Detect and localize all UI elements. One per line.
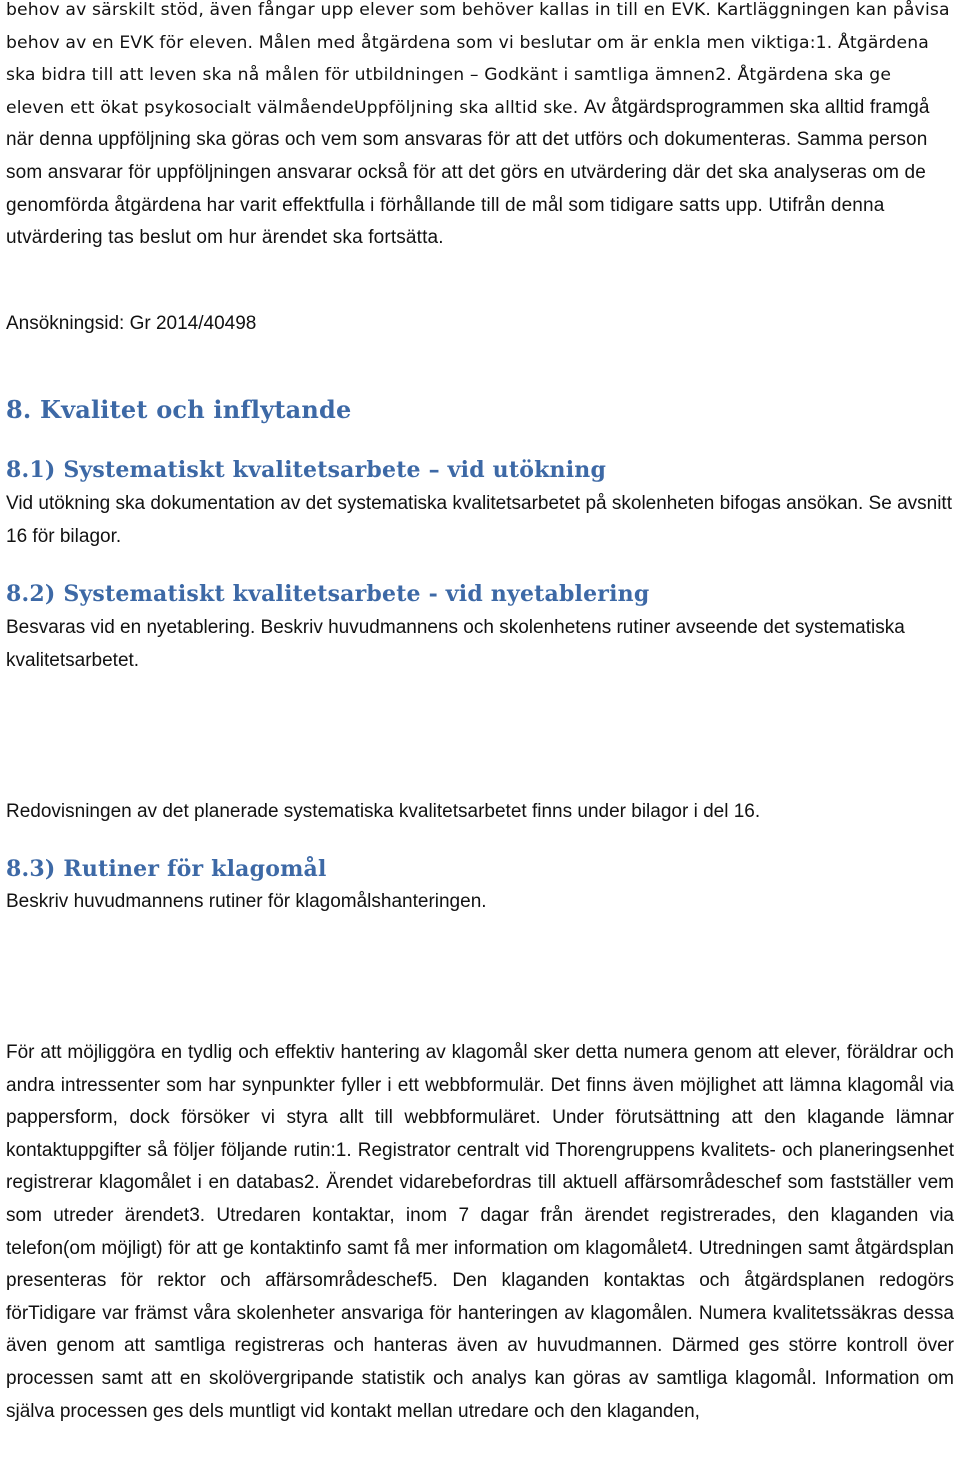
intro-text-1: behov av särskilt stöd, även fångar upp elever som behöver kallas in till en EVK. Kartläggningen kan påvisa behov av en EVK för eleven. Målen med åtgärdena som vi beslutar om är enkla men viktiga:1. Åtgärdena ska bidra till att leven ska nå målen för utbildningen – Godkänt i samtliga ämnen2. Åtgärdena ska ge eleven ett ökat psykosocialt välmåendeUppföljning ska alltid ske. bbox=[6, 0, 950, 118]
section-8-heading: 8. Kvalitet och inflytande bbox=[6, 395, 352, 424]
intro-text-3: Samma person som ansvarar för uppföljningen ansvarar också för att det görs en utvärdering där det ska analyseras om de genomförda åtgärdena har varit effektfulla i förhållande till de mål som tidigare satts upp. Utifrån denna utvärdering tas beslut om hur ärendet ska fortsätta. bbox=[6, 129, 928, 249]
section-8-1-heading: 8.1) Systematiskt kvalitetsarbete – vid utökning bbox=[6, 457, 607, 483]
application-id: Ansökningsid: Gr 2014/40498 bbox=[6, 313, 257, 334]
section-8-2-heading: 8.2) Systematiskt kvalitetsarbete - vid nyetablering bbox=[6, 581, 650, 607]
intro-paragraph bbox=[6, 0, 954, 255]
intro-text-2: Av åtgärdsprogrammen ska alltid framgå när denna uppföljning ska göras och vem som ansvaras för att det utförs och dokumenteras. bbox=[6, 96, 930, 151]
section-8-3-text: Beskriv huvudmannens rutiner för klagomålshanteringen. bbox=[6, 891, 487, 912]
section-8-3-answer: För att möjliggöra en tydlig och effektiv hantering av klagomål sker detta numera genom att elever, föräldrar och andra intressenter som har synpunkter fyller i ett webbformulär. Det finns även möjlighet att lämna klagomål via pappersform, dock försöker vi styra allt till webbformuläret. Under förutsättning att den klagande lämnar kontaktuppgifter så följer följande rutin:1. Registrator centralt vid Thorengruppens kvalitets- och planeringsenhet registrerar klagomålet i en databas2. Ärendet vidarebefordras till aktuell affärsområdeschef som fastställer vem som utreder ärendet3. Utredaren kontaktar, inom 7 dagar från ärendet registrerades, den klaganden via telefon(om möjligt) för att ge kontaktinfo samt få mer information om klagomålet4. Utredningen samt åtgärdsplan presenteras för rektor och affärsområdeschef5. Den klaganden kontaktas och åtgärdsplanen redogörs förTidigare var främst våra skolenheter ansvariga för hanteringen av klagomålen. Numera kvalitetssäkras dessa även genom att samtliga registreras och hanteras även av huvudmannen. Därmed ges större kontroll över processen samt att en skolövergripande statistik och analys kan göras av samtliga klagomål. Information om själva processen ges dels muntligt vid kontakt mellan utredare och den klaganden, bbox=[6, 1042, 954, 1422]
section-8-3-heading: 8.3) Rutiner för klagomål bbox=[6, 856, 327, 882]
section-8-2-text: Besvaras vid en nyetablering. Beskriv huvudmannens och skolenhetens rutiner avseende det systematiska kvalitetsarbetet. bbox=[6, 617, 905, 671]
section-8-1-text: Vid utökning ska dokumentation av det systematiska kvalitetsarbetet på skolenheten bifogas ansökan. Se avsnitt 16 för bilagor. bbox=[6, 493, 952, 547]
section-8-2-answer: Redovisningen av det planerade systematiska kvalitetsarbetet finns under bilagor i del 16. bbox=[6, 801, 761, 822]
